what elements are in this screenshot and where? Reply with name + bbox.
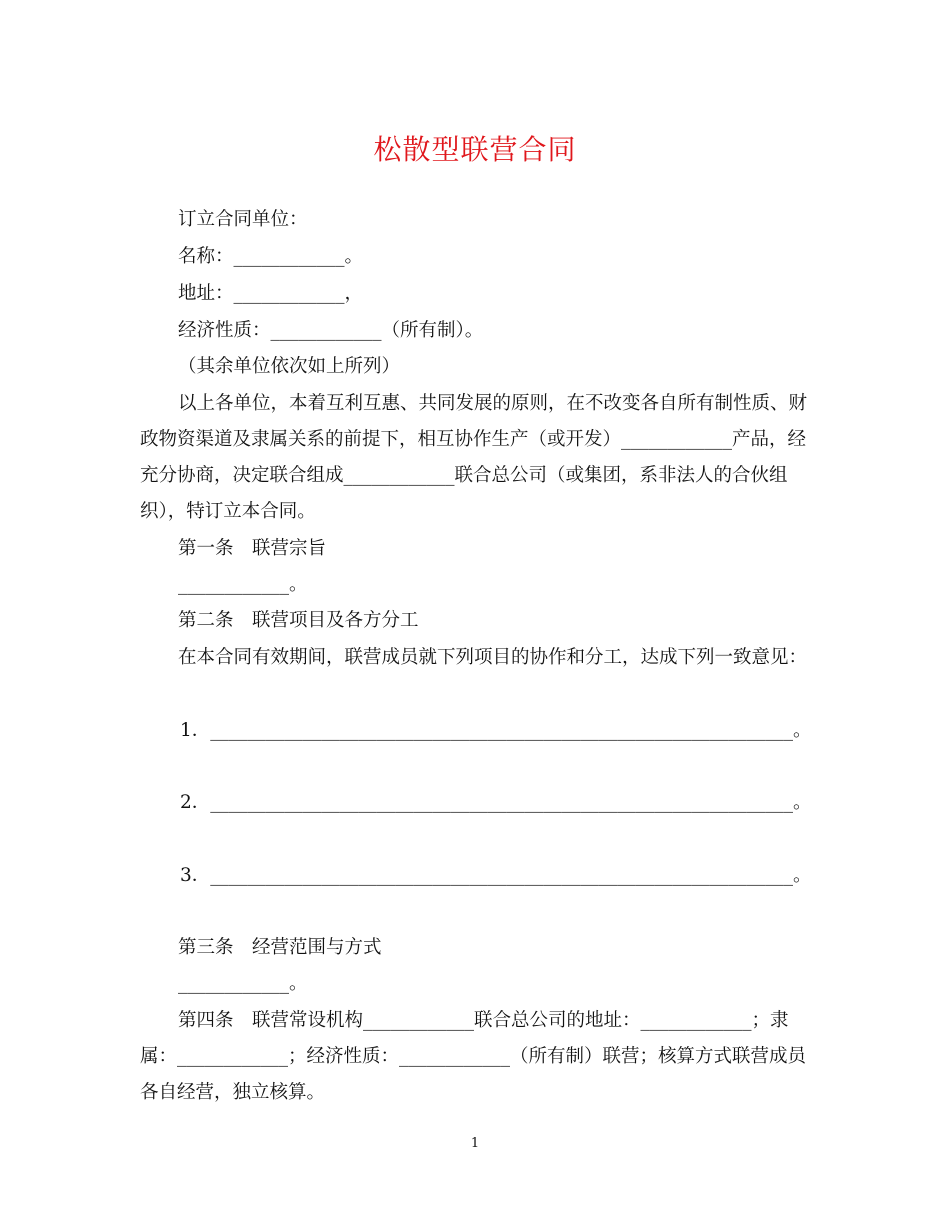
article-1-blank: ____________。 bbox=[178, 574, 308, 595]
preamble-line-3: 充分协商，决定联合组成____________联合总公司（或集团，系非法人的合伙组 bbox=[140, 465, 788, 486]
article-4-line-3: 各自经营，独立核算。 bbox=[140, 1082, 326, 1103]
preamble-line-1: 以上各单位，本着互利互惠、共同发展的原则，在不改变各自所有制性质、财 bbox=[178, 393, 808, 414]
party-name-line: 名称：____________。 bbox=[178, 246, 364, 267]
article-1-title: 第一条 联营宗旨 bbox=[178, 538, 327, 559]
article-2-title: 第二条 联营项目及各方分工 bbox=[178, 610, 419, 631]
preamble-line-4: 织），特订立本合同。 bbox=[140, 501, 316, 522]
article-4-line-1: 第四条 联营常设机构____________联合总公司的地址：____________；隶 bbox=[178, 1010, 789, 1031]
document-title: 松散型联营合同 bbox=[373, 133, 577, 166]
contract-parties-heading: 订立合同单位： bbox=[178, 209, 308, 230]
other-parties-note: （其余单位依次如上所列） bbox=[178, 356, 401, 377]
article-4-line-2: 属：____________；经济性质：____________（所有制）联营；核算方式联营成员 bbox=[140, 1046, 807, 1067]
preamble-line-2: 政物资渠道及隶属关系的前提下，相互协作生产（或开发）____________产品，经 bbox=[140, 429, 807, 450]
page-number: 1 bbox=[470, 1136, 480, 1151]
article-3-title: 第三条 经营范围与方式 bbox=[178, 937, 382, 958]
party-address-line: 地址：____________， bbox=[178, 283, 364, 304]
article-2-item-3: 3．_______________________________________________________________。 bbox=[180, 865, 812, 886]
article-2-item-1: 1．_______________________________________________________________。 bbox=[180, 720, 812, 741]
party-economic-nature-line: 经济性质：____________（所有制）。 bbox=[178, 320, 484, 341]
article-2-item-2: 2．_______________________________________________________________。 bbox=[180, 792, 812, 813]
article-2-text: 在本合同有效期间，联营成员就下列项目的协作和分工，达成下列一致意见： bbox=[178, 647, 808, 668]
article-3-blank: ____________。 bbox=[178, 973, 308, 994]
